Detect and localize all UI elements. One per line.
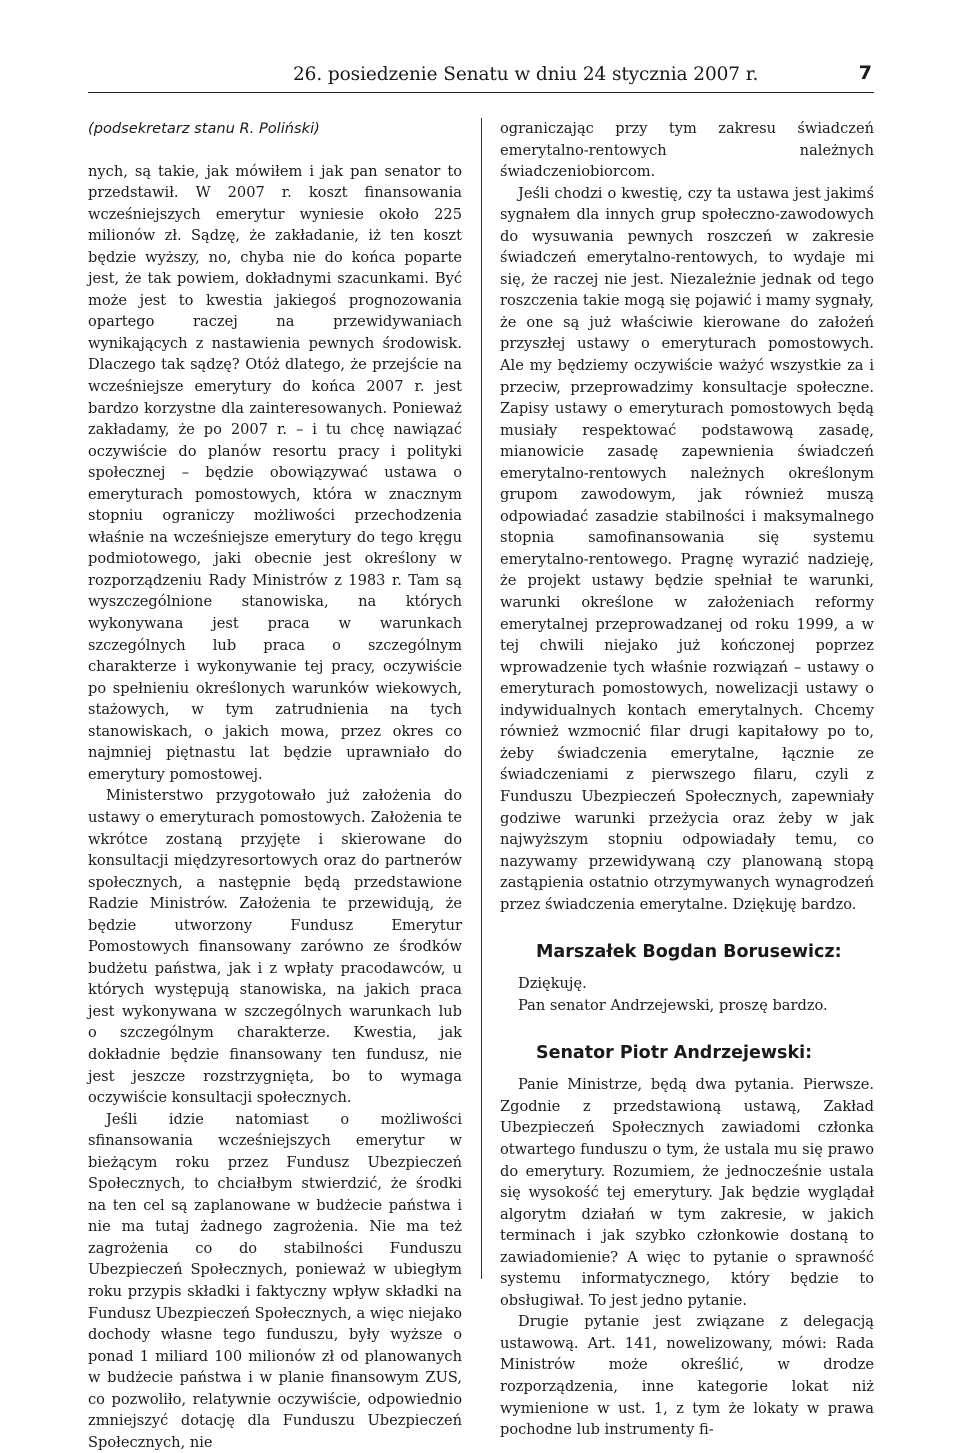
spacer <box>88 140 462 161</box>
paragraph: nych, są takie, jak mówiłem i jak pan senator to przedstawił. W 2007 r. koszt finansowania wcześniejszych emerytur wyniesie około 225 milionów zł. Sądzę, że zakładanie, iż ten koszt będzie wyższy, no, chyba nie do końca poparte jest, że tak powiem, dokładnymi szacunkami. Być może jest to kwestia jakiegoś prognozowania opartego raczej na przewidywaniach wynikających z nastawienia pewnych środowisk. Dlaczego tak sądzę? Otóż dlatego, że przejście na wcześniejsze emerytury do końca 2007 r. jest bardzo korzystne dla zainteresowanych. Ponieważ zakładamy, że po 2007 r. – i tu chcę nawiązać oczywiście do planów resortu pracy i polityki społecznej – będzie obowiązywać ustawa o emeryturach pomostowych, która w znacznym stopniu ograniczy możliwości przechodzenia właśnie na wcześniejsze emerytury do tego kręgu podmiotowego, jaki obecnie jest określony w rozporządzeniu Rady Ministrów z 1983 r. Tam są wyszczególnione stanowiska, na których wykonywana jest praca w warunkach szczególnych lub praca o szczególnym charakterze i wykonywanie tej pracy, oczywiście po spełnieniu określonych warunków wiekowych, stażowych, w tym zatrudnienia na tych stanowiskach, o jakich mowa, przez okres co najmniej piętnastu lat będzie uprawniało do emerytury pomostowej. <box>88 162 462 783</box>
right-column <box>500 118 874 1441</box>
left-column <box>88 118 462 1453</box>
spacer <box>500 1066 874 1074</box>
paragraph: Jeśli idzie natomiast o możliwości sfinansowania wcześniejszych emerytur w bieżącym roku przez Fundusz Ubezpieczeń Społecznych, to chciałbym stwierdzić, że środki na ten cel są zaplanowane w budżecie państwa i nie ma tutaj żadnego zagrożenia. Nie ma też zagrożenia co do stabilności Funduszu Ubezpieczeń Społecznych, ponieważ w ubiegłym roku przypis składki i faktyczny wpływ składki na Fundusz Ubezpieczeń Społecznych, a więc niejako dochody własne tego funduszu, były wyższe o ponad 1 miliard 100 milionów zł od planowanych w budżecie państwa i w planie finansowym ZUS, co pozwoliło, relatywnie oczywiście, odpowiednio zmniejszyć dotację dla Funduszu Ubezpieczeń Społecznych, nie <box>88 1110 462 1451</box>
paragraph: Panie Ministrze, będą dwa pytania. Pierwsze. Zgodnie z przedstawioną ustawą, Zakład Ubezpieczeń Społecznych zawiadomi członka otwartego funduszu o tym, że ustala mu się prawo do emerytury. Rozumiem, że jednocześnie ustala się wysokość tej emerytury. Jak będzie wyglądał algorytm działań w tym zakresie, w jakich terminach i jak szybko członkowie dostaną to zawiadomienie? A więc to pytanie o sprawność systemu informatycznego, który będzie to obsługiwał. To jest jedno pytanie. <box>500 1076 874 1309</box>
paragraph: Jeśli chodzi o kwestię, czy ta ustawa jest jakimś sygnałem dla innych grup społeczno-zawodowych do wysuwania pewnych roszczeń w zakresie świadczeń emerytalno-rentowych, to wydaje mi się, że raczej nie jest. Niezależnie jednak od tego roszczenia takie mogą się pojawić i mamy sygnały, że one są już właściwie kierowane do założeń przyszłej ustawy o emeryturach pomostowych. Ale my będziemy oczywiście ważyć wszystkie za i przeciw, przeprowadzimy konsultacje społeczne. Zapisy ustawy o emeryturach pomostowych będą musiały respektować podstawową zasadę, mianowicie zasadę zapewnienia świadczeń emerytalno-rentowych należnych określonym grupom zawodowym, jak również muszą odpowiadać zasadzie stabilności i maksymalnego stopnia samofinansowania się systemu emerytalno-rentowego. Pragnę wyrazić nadzieję, że projekt ustawy będzie spełniał te warunki, warunki określone w założeniach reformy emerytalnej przeprowadzanej od roku 1999, a w tej chwili niejako już kończonej poprzez wprowadzenie tych właśnie rozwiązań – ustawy o emeryturach pomostowych, nowelizacji ustawy o indywidualnych kontach emerytalnych. Chcemy również wzmocnić filar drugi kapitałowy po to, żeby świadczenia emerytalne, łącznie ze świadczeniami z pierwszego filaru, czyli z Funduszu Ubezpieczeń Społecznych, zapewniały godziwe warunki przeżycia oraz żeby w jak najwyższym stopniu odpowiadały temu, co nazywamy przewidywaną czy planowaną stopą zastąpienia ostatnio otrzymywanych wynagrodzeń przez świadczenia emerytalne. Dziękuję bardzo. <box>500 184 874 913</box>
speaker-heading: Senator Piotr Andrzejewski: <box>536 1043 813 1064</box>
page-number: 7 <box>858 62 872 84</box>
paragraph: Drugie pytanie jest związane z delegacją ustawową. Art. 141, nowelizowany, mówi: Rada Ministrów może określić, w drodze rozporządzenia, inne kategorie lokat niż wymienione w ust. 1, z tym że lokaty w prawa pochodne lub instrumenty fi- <box>500 1313 874 1439</box>
page-header <box>88 62 874 93</box>
spacer <box>500 915 874 939</box>
paragraph: Pan senator Andrzejewski, proszę bardzo. <box>518 996 828 1014</box>
column-divider <box>481 118 482 1279</box>
speaker-note: (podsekretarz stanu R. Poliński) <box>88 120 320 137</box>
paragraph: ograniczając przy tym zakresu świadczeń emerytalno-rentowych należnych świadczeniobiorcom. <box>500 120 874 181</box>
spacer <box>500 1016 874 1040</box>
paragraph: Dziękuję. <box>518 975 587 993</box>
paragraph: Ministerstwo przygotowało już założenia do ustawy o emeryturach pomostowych. Założenia te wkrótce zostaną przyjęte i skierowane do konsultacji międzyresortowych oraz do partnerów społecznych, a następnie będą przedstawione Radzie Ministrów. Założenia te przewidują, że będzie utworzony Fundusz Emerytur Pomostowych finansowany zarówno ze środków budżetu państwa, jak i z wpłaty pracodawców, u których występują stanowiska, na jakich praca jest wykonywana w szczególnych warunkach lub o szczególnym charakterze. Kwestia, jak dokładnie będzie finansowany ten fundusz, nie jest jeszcze rozstrzygnięta, bo to wymaga oczywiście konsultacji społecznych. <box>88 787 462 1107</box>
page-header-title: 26. posiedzenie Senatu w dniu 24 stycznia 2007 r. <box>293 64 759 85</box>
spacer <box>500 965 874 973</box>
speaker-heading: Marszałek Bogdan Borusewicz: <box>536 942 842 963</box>
